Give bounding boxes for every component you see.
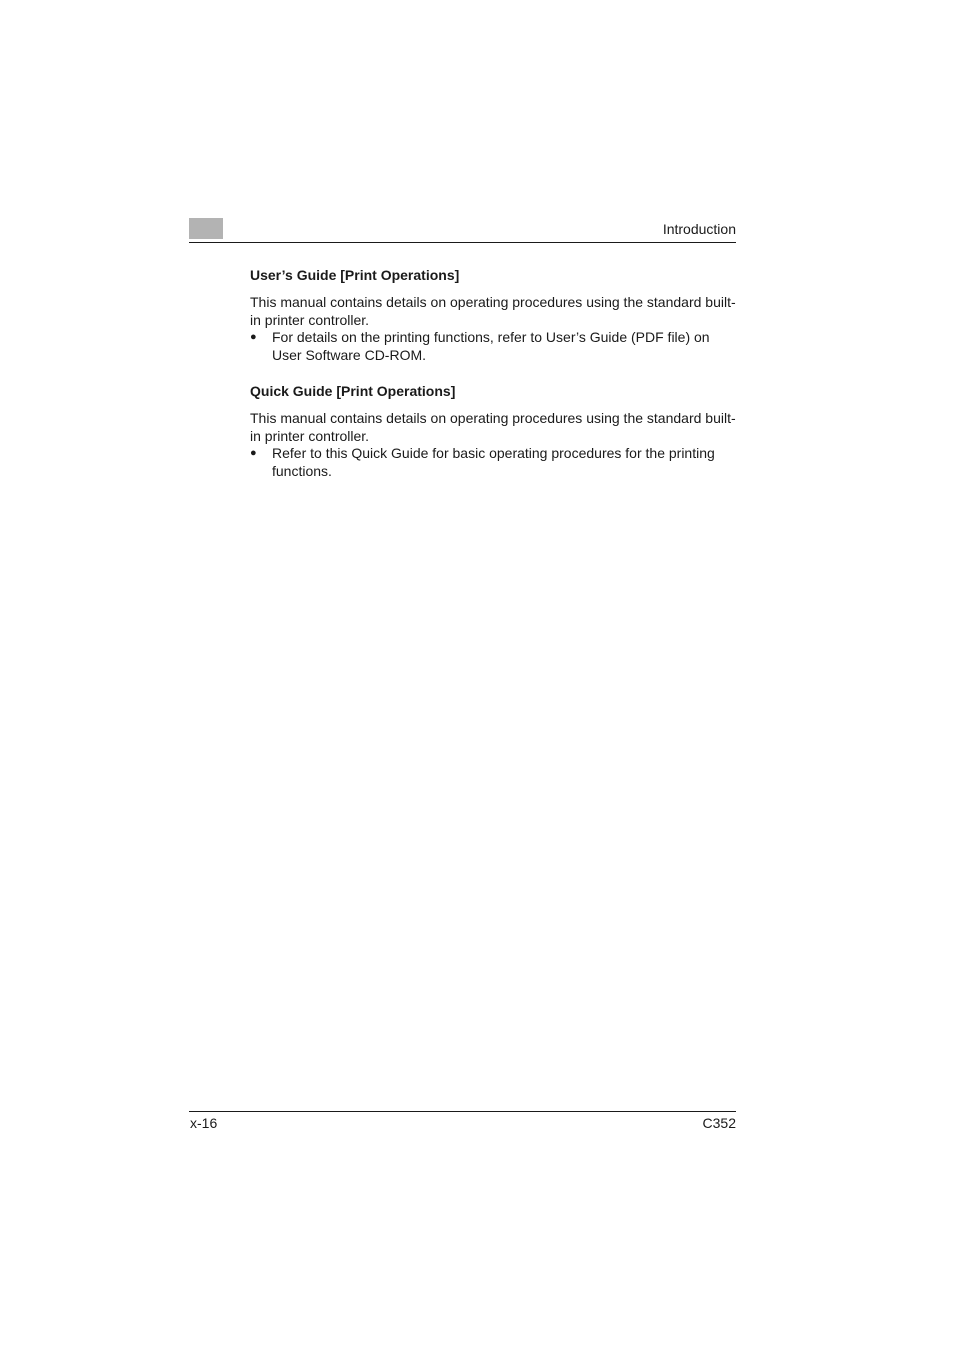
bullet-item (250, 445, 740, 480)
footer-model-name: C352 (702, 1115, 736, 1131)
section-heading: User’s Guide [Print Operations] (250, 267, 460, 283)
section-body-text: This manual contains details on operating procedures using the standard built-in printer controller. (250, 294, 736, 328)
chapter-tab-marker (189, 218, 223, 239)
bullet-item (250, 329, 740, 364)
section-body-text: This manual contains details on operating procedures using the standard built-in printer controller. (250, 410, 736, 444)
header-divider (189, 242, 736, 243)
bullet-text: Refer to this Quick Guide for basic operating procedures for the printing functions. (272, 445, 715, 479)
footer-page-number: x-16 (190, 1115, 218, 1131)
bullet-text: For details on the printing functions, refer to User’s Guide (PDF file) on User Software CD-ROM. (272, 329, 710, 363)
footer-divider (189, 1111, 736, 1112)
section-quick-guide (250, 382, 740, 480)
bullet-icon: ● (250, 331, 257, 343)
bullet-icon: ● (250, 447, 257, 459)
section-users-guide (250, 266, 740, 364)
section-heading: Quick Guide [Print Operations] (250, 383, 456, 399)
page-content (250, 266, 740, 498)
running-header-title: Introduction (662, 221, 736, 237)
